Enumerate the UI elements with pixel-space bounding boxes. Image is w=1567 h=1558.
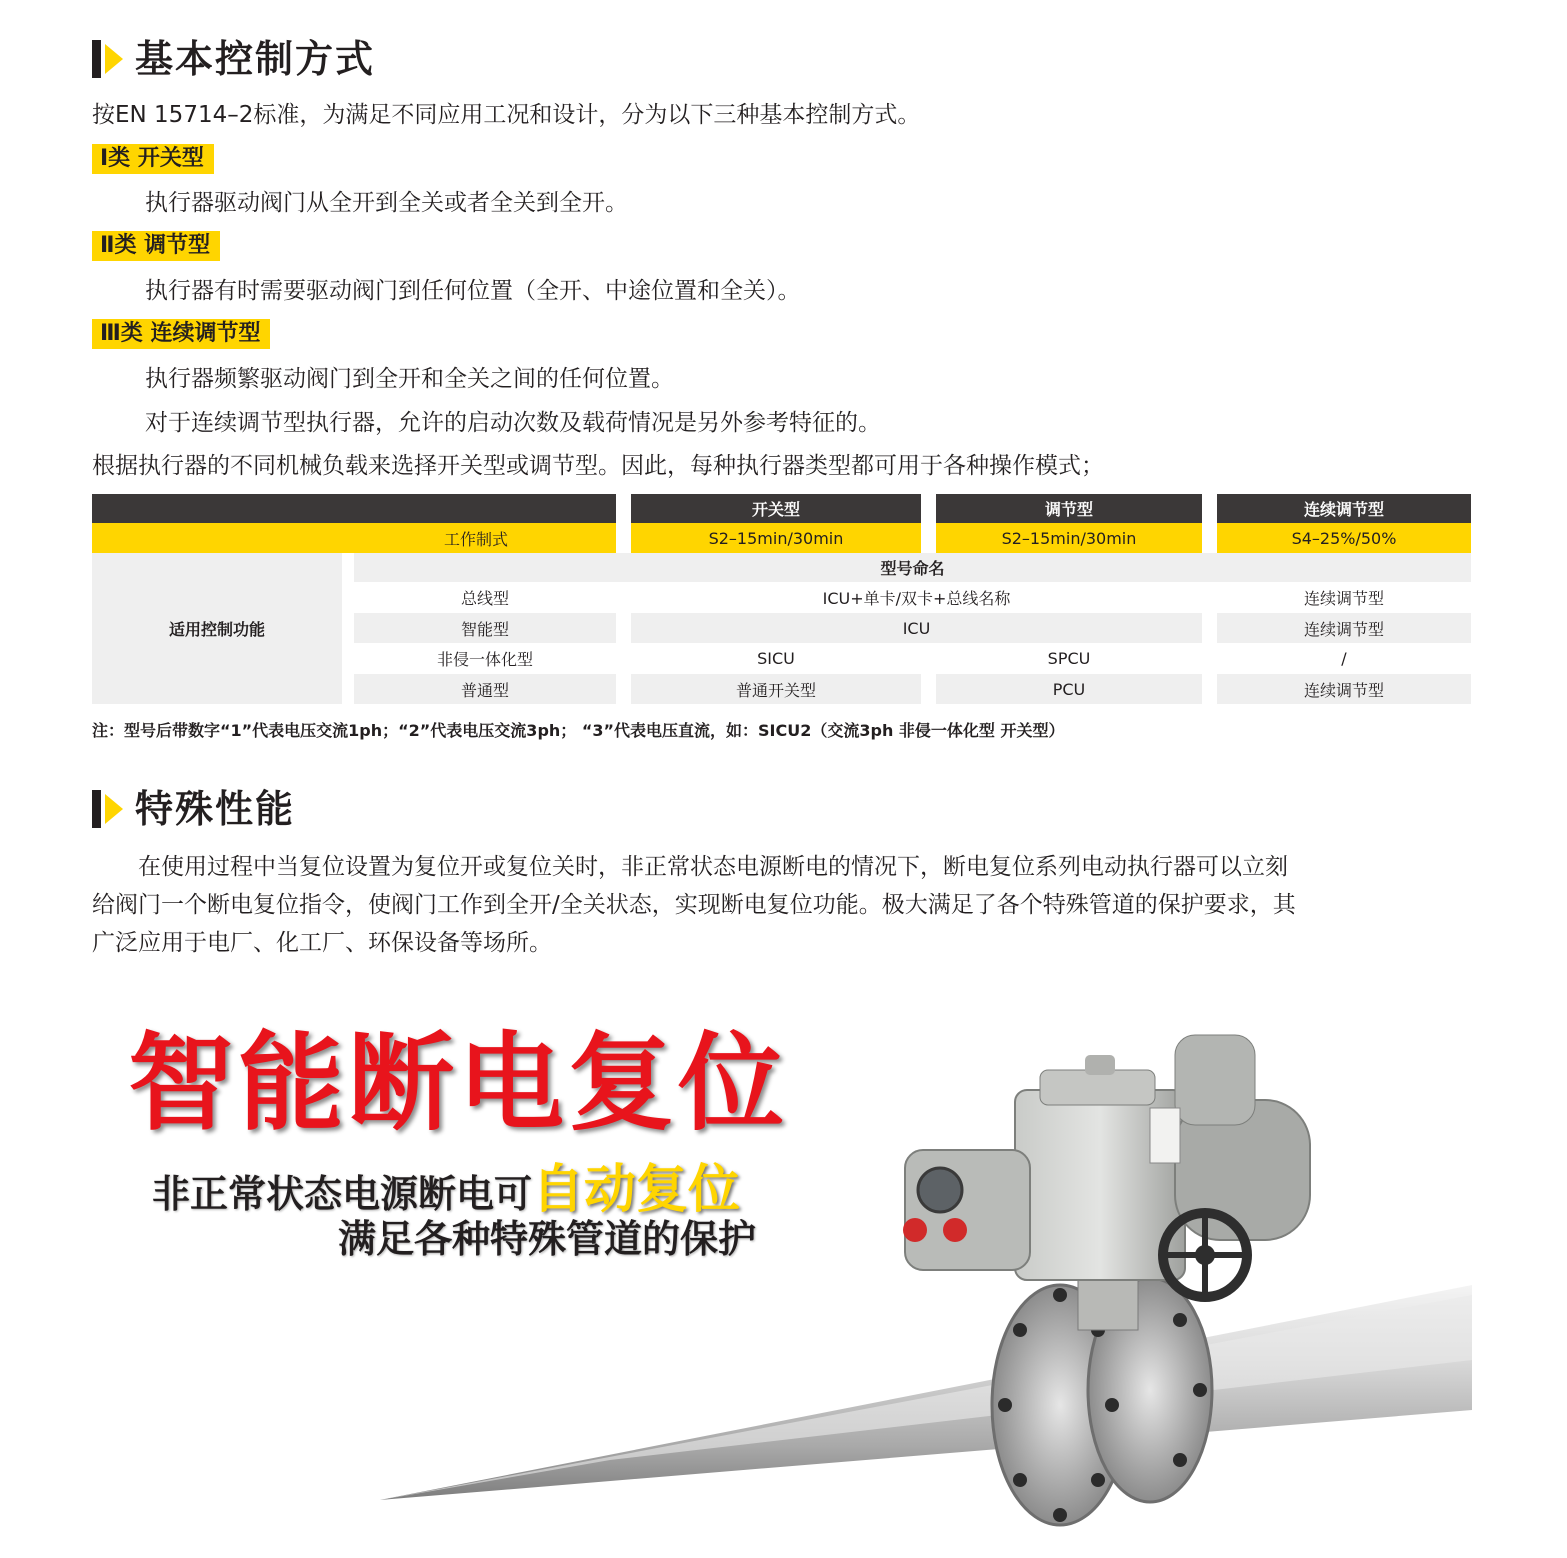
group-label: 适用控制功能 [92, 553, 342, 704]
section-heading-control-modes [92, 36, 375, 82]
row-nonintrusive-continuous: / [1341, 649, 1347, 668]
row-bus-continuous: 连续调节型 [1303, 589, 1384, 608]
type-tag-continuous: Ⅲ类 连续调节型 [92, 319, 270, 349]
type-tag-regulating: Ⅱ类 调节型 [92, 231, 220, 261]
table-header-regulating: 调节型 [936, 494, 1202, 523]
row-standard-continuous: 连续调节型 [1217, 674, 1471, 704]
intro-text: 按EN 15714–2标准，为满足不同应用工况和设计，分为以下三种基本控制方式。 [92, 102, 921, 128]
banner-subtitle-1-prefix: 非正常状态电源断电可 [152, 1172, 533, 1216]
row-label-bus: 总线型 [460, 589, 509, 608]
naming-header: 型号命名 [354, 553, 1471, 582]
selection-text: 根据执行器的不同机械负载来选择开关型或调节型。因此，每种执行器类型都可用于各种操作模式； [92, 453, 1104, 479]
row-label-nonintrusive: 非侵一体化型 [436, 650, 533, 669]
row-label-smart: 智能型 [354, 613, 616, 643]
row-label-standard: 普通型 [354, 674, 616, 704]
table-header-switch: 开关型 [631, 494, 921, 523]
section-title: 基本控制方式 [135, 37, 376, 81]
paragraph-line: 广泛应用于电厂、化工厂、环保设备等场所。 [92, 930, 552, 956]
banner-subtitle-2: 满足各种特殊管道的保护 [338, 1217, 757, 1261]
banner-subtitle-1-highlight: 自动复位 [532, 1160, 741, 1220]
duty-value-regulating: S2–15min/30min [936, 523, 1202, 553]
row-bus-merged: ICU+单卡/双卡+总线名称 [822, 589, 1011, 608]
table-footnote: 注：型号后带数字“1”代表电压交流1ph；“2”代表电压交流3ph； “3”代表电压直流，如：SICU2（交流3ph 非侵一体化型 开关型） [92, 721, 1065, 740]
section-heading-special-features [92, 786, 295, 832]
duty-value-switch: S2–15min/30min [631, 523, 921, 553]
duty-label: 工作制式 [92, 523, 616, 553]
row-standard-regulating: PCU [936, 674, 1202, 704]
paragraph-line: 在使用过程中当复位设置为复位开或复位关时，非正常状态电源断电的情况下，断电复位系列电动执行器可以立刻 [92, 854, 1288, 880]
row-smart-continuous: 连续调节型 [1217, 613, 1471, 643]
row-nonintrusive-regulating: SPCU [1047, 649, 1091, 668]
heading-triangle-icon [105, 44, 123, 74]
type-tag-switch: Ⅰ类 开关型 [92, 144, 214, 174]
type-desc-switch: 执行器驱动阀门从全开到全关或者全关到全开。 [145, 190, 628, 216]
type-desc-continuous: 执行器频繁驱动阀门到全开和全关之间的任何位置。 [145, 366, 674, 392]
control-function-table [92, 494, 1471, 704]
heading-bar-icon [92, 790, 101, 828]
banner-subtitle-1 [152, 1162, 740, 1222]
row-nonintrusive-switch: SICU [757, 649, 795, 668]
continuous-note-text: 对于连续调节型执行器，允许的启动次数及载荷情况是另外参考特征的。 [145, 410, 881, 436]
row-standard-switch: 普通开关型 [631, 674, 921, 704]
section-title: 特殊性能 [135, 787, 296, 831]
heading-bar-icon [92, 40, 101, 78]
table-header-blank [92, 494, 616, 523]
row-smart-merged: ICU [631, 613, 1202, 643]
heading-triangle-icon [105, 794, 123, 824]
banner-title: 智能断电复位 [128, 1022, 788, 1145]
type-desc-regulating: 执行器有时需要驱动阀门到任何位置（全开、中途位置和全关）。 [145, 278, 801, 304]
table-header-continuous: 连续调节型 [1217, 494, 1471, 523]
special-features-paragraph [92, 848, 1472, 962]
paragraph-line: 给阀门一个断电复位指令，使阀门工作到全开/全关状态，实现断电复位功能。极大满足了各个特殊管道的保护要求，其 [92, 892, 1296, 918]
duty-value-continuous: S4–25%/50% [1217, 523, 1471, 553]
